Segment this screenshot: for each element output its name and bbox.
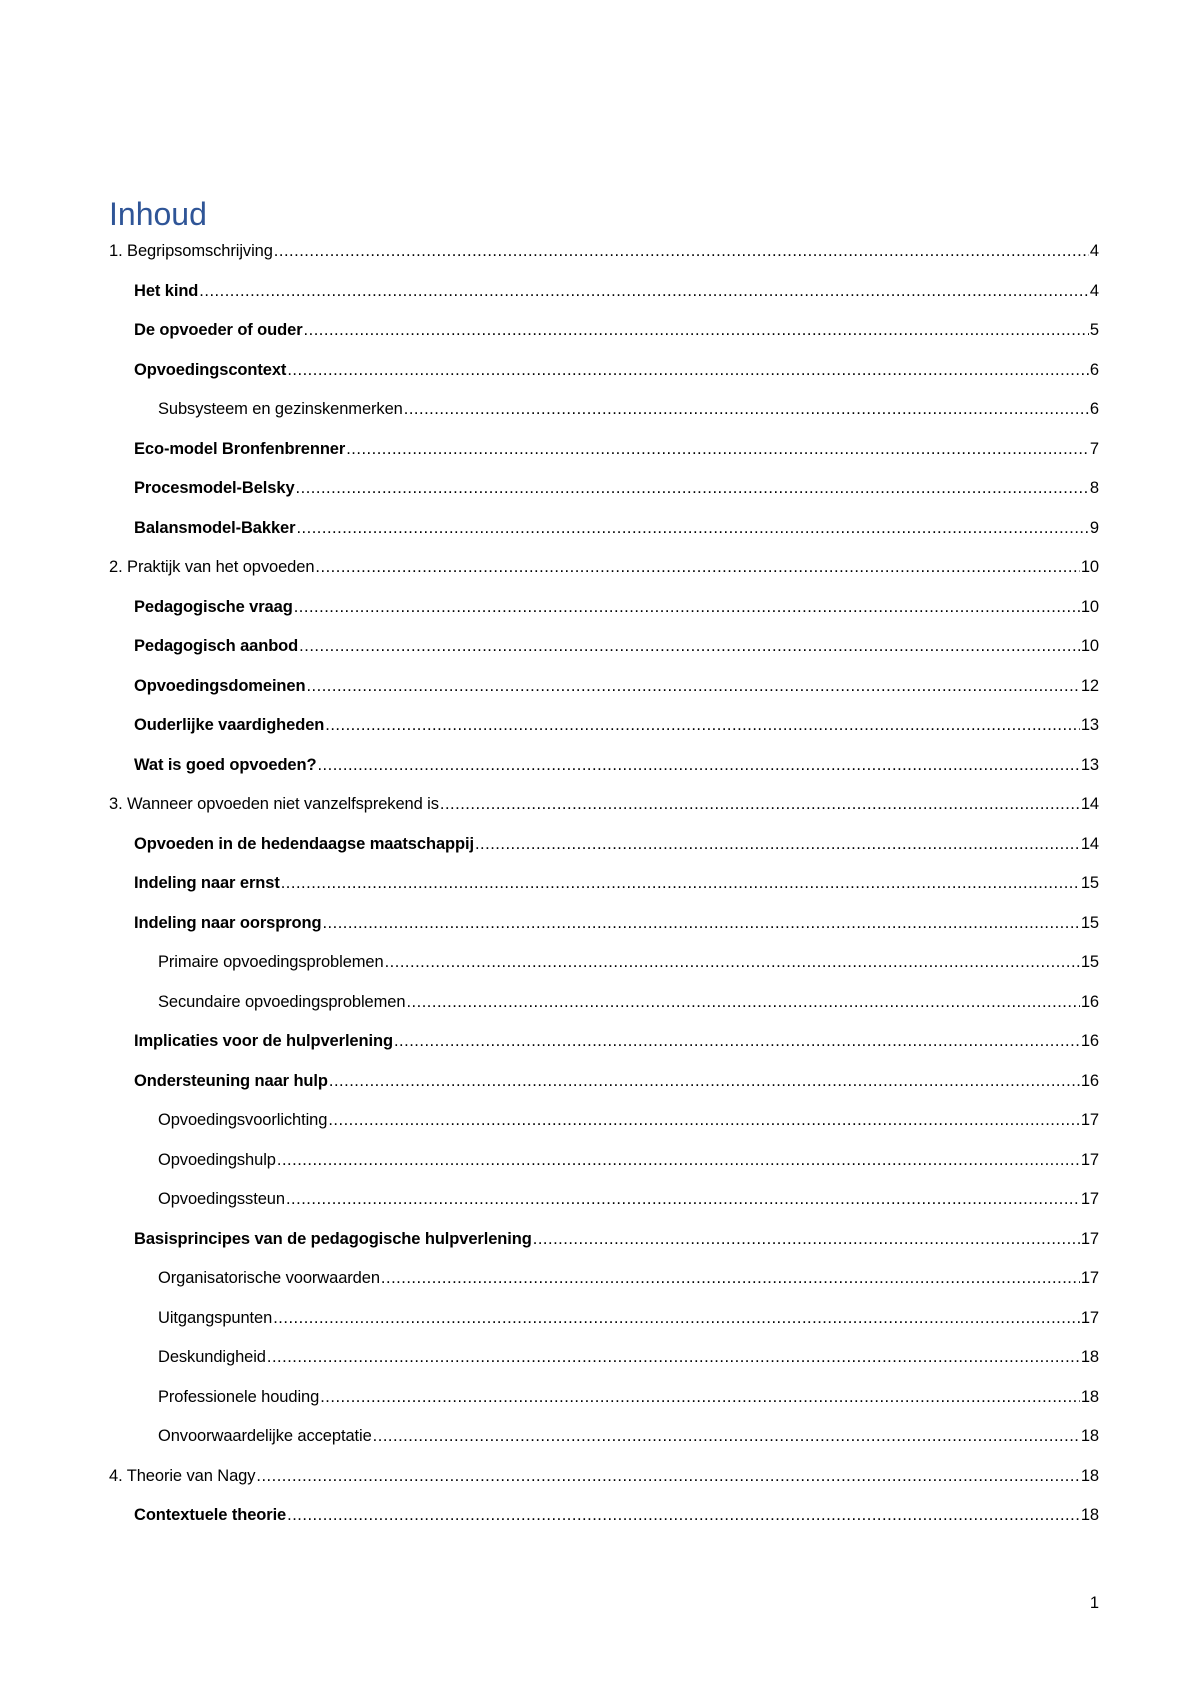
toc-entry-label: Opvoedingssteun (158, 1190, 285, 1208)
toc-entry-page: 6 (1089, 360, 1099, 379)
toc-entry[interactable] (109, 1503, 1099, 1543)
toc-entry-page: 6 (1089, 400, 1099, 418)
toc-entry-page: 14 (1080, 795, 1099, 813)
dot-leader (294, 595, 1080, 619)
toc-title: Inhoud (109, 196, 207, 232)
toc-entry[interactable] (109, 1345, 1099, 1385)
toc-entry[interactable] (109, 832, 1099, 872)
toc-entry-page: 17 (1080, 1190, 1099, 1208)
toc-entry-label: Organisatorische voorwaarden (158, 1269, 380, 1287)
toc-entry[interactable] (109, 279, 1099, 319)
toc-entry-page: 12 (1080, 676, 1099, 695)
toc-entry-label: 3. Wanneer opvoeden niet vanzelfsprekend is (109, 795, 439, 813)
toc-entry-label: Pedagogisch aanbod (134, 637, 299, 655)
toc-entry-page: 4 (1089, 242, 1099, 260)
toc-entry[interactable] (109, 792, 1099, 832)
toc-entry-page: 13 (1080, 716, 1099, 734)
toc-entry-page: 17 (1080, 1308, 1099, 1327)
toc-entry[interactable] (109, 1187, 1099, 1227)
toc-entry-label: Wat is goed opvoeden? (134, 755, 317, 774)
toc-entry[interactable] (109, 516, 1099, 556)
toc-entry-page: 10 (1080, 558, 1099, 576)
dot-leader (394, 1029, 1080, 1053)
dot-leader (381, 1266, 1080, 1290)
dot-leader (306, 674, 1079, 698)
toc-entry-page: 17 (1080, 1111, 1099, 1129)
toc-entry-label: Basisprincipes van de pedagogische hulpverlening (134, 1229, 532, 1248)
toc-entry-page: 7 (1089, 439, 1099, 458)
toc-entry-page: 18 (1080, 1387, 1099, 1406)
toc-entry[interactable] (109, 1464, 1099, 1504)
toc-entry-label: Opvoedingshulp (158, 1150, 276, 1169)
toc-entry-page: 13 (1080, 755, 1099, 774)
toc-entry[interactable] (109, 990, 1099, 1030)
toc-entry[interactable] (109, 1306, 1099, 1346)
dot-leader (346, 437, 1089, 461)
dot-leader (281, 871, 1080, 895)
toc-entry-label: 4. Theorie van Nagy (109, 1466, 256, 1485)
toc-entry-label: Implicaties voor de hulpverlening (134, 1032, 393, 1050)
toc-entry-page: 5 (1089, 321, 1099, 339)
toc-entry-label: De opvoeder of ouder (134, 321, 303, 339)
toc-entry-label: Indeling naar oorsprong (134, 913, 322, 932)
toc-entry-label: Ondersteuning naar hulp (134, 1071, 328, 1090)
toc-entry-label: Subsysteem en gezinskenmerken (158, 400, 403, 418)
toc-entry[interactable] (109, 318, 1099, 358)
dot-leader (287, 1503, 1080, 1527)
toc-entry[interactable] (109, 239, 1099, 279)
dot-leader (329, 1069, 1080, 1093)
toc-entry-label: Deskundigheid (158, 1348, 266, 1366)
toc-entry[interactable] (109, 1108, 1099, 1148)
toc-entry-page: 17 (1080, 1150, 1099, 1169)
toc-entry-page: 16 (1080, 992, 1099, 1011)
dot-leader (404, 397, 1089, 421)
toc-entry-label: Eco-model Bronfenbrenner (134, 439, 346, 458)
toc-entry[interactable] (109, 397, 1099, 437)
dot-leader (325, 713, 1080, 737)
toc-entry-page: 10 (1080, 637, 1099, 655)
toc-entry-page: 14 (1080, 834, 1099, 853)
toc-entry-page: 18 (1080, 1506, 1099, 1524)
toc-entry-page: 17 (1080, 1229, 1099, 1248)
toc-entry-label: Het kind (134, 281, 199, 300)
toc-entry-page: 16 (1080, 1071, 1099, 1090)
toc-entry-page: 15 (1080, 913, 1099, 932)
dot-leader (199, 279, 1089, 303)
dot-leader (328, 1108, 1080, 1132)
toc-entry-label: 2. Praktijk van het opvoeden (109, 558, 315, 576)
dot-leader (299, 634, 1080, 658)
toc-entry-label: Secundaire opvoedingsproblemen (158, 992, 406, 1011)
toc-entry[interactable] (109, 555, 1099, 595)
toc-entry-page: 18 (1080, 1466, 1099, 1485)
toc-entry-label: 1. Begripsomschrijving (109, 242, 273, 260)
toc-entry[interactable] (109, 1148, 1099, 1188)
toc-entry-page: 16 (1080, 1032, 1099, 1050)
toc-entry-page: 9 (1089, 518, 1099, 537)
toc-entry-label: Ouderlijke vaardigheden (134, 716, 325, 734)
dot-leader (385, 950, 1080, 974)
toc-entry-page: 18 (1080, 1348, 1099, 1366)
toc-entry-label: Primaire opvoedingsproblemen (158, 953, 384, 971)
toc-entry[interactable] (109, 437, 1099, 477)
toc-entry-label: Opvoeden in de hedendaagse maatschappij (134, 834, 474, 853)
toc-entry-label: Opvoedingscontext (134, 360, 287, 379)
toc-entry[interactable] (109, 674, 1099, 714)
toc-entry[interactable] (109, 1069, 1099, 1109)
toc-entry[interactable] (109, 753, 1099, 793)
toc-entry-label: Contextuele theorie (134, 1506, 287, 1524)
toc-entry-page: 10 (1080, 597, 1099, 616)
toc-entry-label: Uitgangspunten (158, 1308, 273, 1327)
toc-entry[interactable] (109, 911, 1099, 951)
table-of-contents (109, 239, 1099, 1543)
dot-leader (273, 1306, 1080, 1330)
toc-entry-page: 15 (1080, 953, 1099, 971)
toc-entry[interactable] (109, 1266, 1099, 1306)
dot-leader (317, 753, 1079, 777)
toc-entry-page: 8 (1089, 479, 1099, 497)
toc-entry-label: Indeling naar ernst (134, 874, 280, 892)
toc-entry-label: Onvoorwaardelijke acceptatie (158, 1427, 372, 1445)
toc-entry[interactable] (109, 871, 1099, 911)
toc-entry[interactable] (109, 713, 1099, 753)
toc-entry[interactable] (109, 1424, 1099, 1464)
dot-leader (277, 1148, 1080, 1172)
dot-leader (304, 318, 1089, 342)
dot-leader (533, 1227, 1080, 1251)
toc-entry[interactable] (109, 595, 1099, 635)
dot-leader (296, 476, 1089, 500)
toc-entry-page: 15 (1080, 874, 1099, 892)
toc-entry-label: Opvoedingsdomeinen (134, 676, 306, 695)
toc-entry-label: Professionele houding (158, 1387, 320, 1406)
dot-leader (315, 555, 1079, 579)
toc-entry-label: Balansmodel-Bakker (134, 518, 296, 537)
toc-entry-label: Pedagogische vraag (134, 597, 293, 616)
toc-entry-label: Procesmodel-Belsky (134, 479, 295, 497)
toc-entry-label: Opvoedingsvoorlichting (158, 1111, 328, 1129)
dot-leader (296, 516, 1088, 540)
dot-leader (475, 832, 1080, 856)
dot-leader (256, 1464, 1079, 1488)
dot-leader (287, 358, 1089, 382)
dot-leader (322, 911, 1079, 935)
toc-entry[interactable] (109, 476, 1099, 516)
toc-entry[interactable] (109, 950, 1099, 990)
dot-leader (274, 239, 1089, 263)
toc-entry[interactable] (109, 358, 1099, 398)
dot-leader (440, 792, 1080, 816)
page-number: 1 (1089, 1594, 1099, 1612)
dot-leader (267, 1345, 1080, 1369)
toc-entry-page: 4 (1089, 281, 1099, 300)
dot-leader (373, 1424, 1080, 1448)
toc-entry[interactable] (109, 1385, 1099, 1425)
toc-entry[interactable] (109, 1227, 1099, 1267)
toc-entry[interactable] (109, 1029, 1099, 1069)
toc-entry-page: 17 (1080, 1269, 1099, 1287)
dot-leader (286, 1187, 1080, 1211)
toc-entry[interactable] (109, 634, 1099, 674)
toc-entry-page: 18 (1080, 1427, 1099, 1445)
dot-leader (320, 1385, 1080, 1409)
dot-leader (406, 990, 1079, 1014)
